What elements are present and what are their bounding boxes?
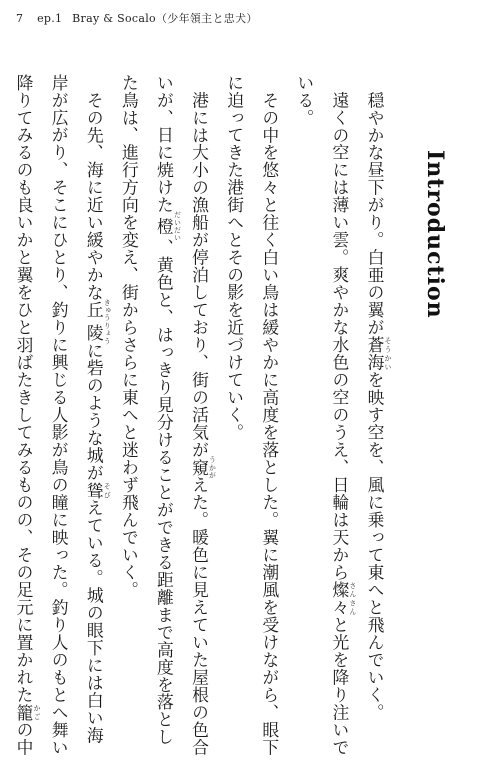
- ruby-word: 燦々 さんさん: [329, 581, 357, 617]
- text-run: 港には大小の漁船が停泊しており、街の活気が: [189, 91, 210, 459]
- ruby-reading: そび: [103, 481, 112, 500]
- ruby-reading: きゅうりょう: [103, 298, 112, 345]
- chapter-title: Introduction: [422, 150, 448, 319]
- text-run: その先、海に近い緩やかな: [84, 91, 105, 302]
- text-run: と光を降り注いでいる。: [294, 74, 350, 757]
- text-run: 遠くの空には薄い雲。爽やかな水色の空のうえ、日輪は天から: [329, 91, 350, 582]
- book-title: Bray & Socalo（少年領主と忠犬）: [72, 12, 258, 25]
- text-run: の中: [14, 721, 35, 757]
- ruby-reading: だいだい: [173, 210, 182, 242]
- ruby-reading: うかが: [208, 456, 217, 480]
- paragraph: [217, 74, 287, 758]
- text-run: に砦のような城が: [84, 341, 105, 482]
- ruby-word: 籠 かご: [14, 703, 42, 722]
- paragraph: [357, 74, 392, 758]
- text-run: 、黄色と、はっきり見分けることができる距離まで高度を落とした鳥は、進行方向を変え、街からさらに東へと迷わず飛んでいく。: [119, 74, 175, 746]
- episode-label: ep.1: [37, 12, 63, 25]
- page-number: 7: [16, 12, 24, 25]
- paragraph: [287, 74, 357, 758]
- ruby-reading: かご: [33, 703, 42, 722]
- ruby-word: 窺 うかが: [189, 456, 217, 480]
- text-run: を映す空を、風に乗って東へと飛んでいく。: [365, 371, 385, 722]
- ruby-word: 聳 そび: [84, 481, 112, 500]
- ruby-reading: さんさん: [348, 581, 357, 617]
- ruby-reading: そうかい: [384, 336, 392, 372]
- ruby-word: 丘陵 きゅうりょう: [84, 298, 112, 345]
- paragraph: [0, 74, 111, 758]
- paragraph: [111, 74, 216, 758]
- body-text: [14, 74, 392, 758]
- text-run: えている。城の眼下には白い海岸が広がり、そこにひとり、釣りに興じる人影が鳥の瞳に映った。釣り人のもとへ舞い降りてみるのも良いかと翼をひと羽ばたきしてみるものの、その足元に置かれた: [14, 74, 105, 757]
- text-run: 穏やかな昼下がり。白亜の翼が: [365, 91, 385, 337]
- ruby-word: 橙 だいだい: [154, 210, 182, 242]
- text-run: えた。暖色に見えていた屋根の色合いが、日に焼けた: [154, 74, 210, 757]
- ruby-word: 蒼海 そうかい: [365, 336, 392, 372]
- text-run: その中を悠々と往く白い鳥は緩やかに高度を落とした。翼に潮風を受けながら、眼下に迫ってきた港街へとその影を近づけていく。: [224, 74, 280, 757]
- running-header: [16, 10, 258, 26]
